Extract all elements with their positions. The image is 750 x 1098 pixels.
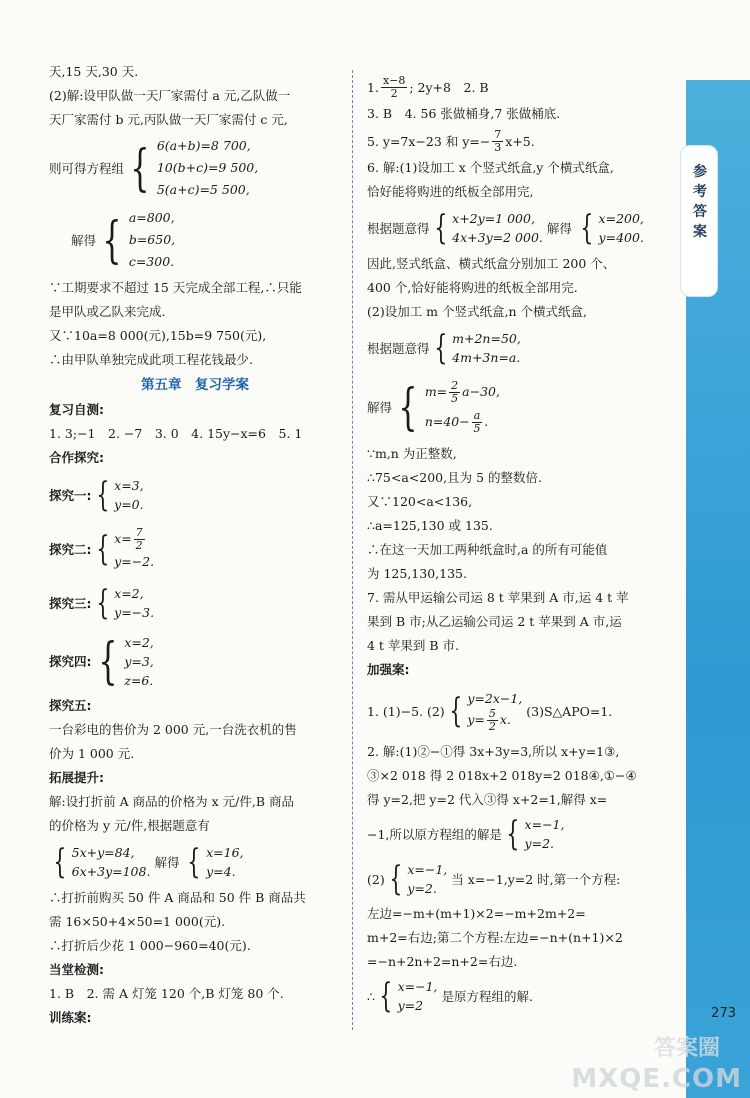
numerator: 7	[135, 526, 143, 539]
equation: y=2x−1,	[467, 691, 523, 706]
strong-1: 1. (1)−5. (2) { y=2x−1, y= $\frac{5}{2}$ x. (3)S△APO=1.	[367, 691, 613, 733]
equation: y=−2.	[114, 554, 155, 569]
equation: x=	[114, 531, 132, 546]
equation: 6(a+b)=8 700,	[156, 138, 251, 153]
equation: y=2	[397, 998, 424, 1013]
section-label: 加强案:	[367, 662, 410, 677]
section-label: 当堂检测:	[49, 962, 104, 977]
text-line: ∴打折后少花 1 000−960=40(元).	[49, 938, 251, 953]
text-line: 2. 解:(1)②−①得 3x+3y=3,所以 x+y=1③,	[367, 744, 620, 759]
text-line: ∴打折前购买 50 件 A 商品和 50 件 B 商品共	[49, 890, 306, 905]
numerator: 5	[488, 707, 496, 720]
text-line: 价为 1 000 元.	[49, 746, 135, 761]
equation: y=400.	[598, 230, 644, 245]
text-line: 解:设打折前 A 商品的价格为 x 元/件,B 商品	[49, 794, 295, 809]
text-line: 1. B 2. 需 A 灯笼 120 个,B 灯笼 80 个.	[49, 986, 284, 1001]
equation: x=−1,	[524, 817, 565, 832]
equation: x.	[499, 712, 511, 727]
label: 解得	[367, 400, 393, 415]
equation: x=−1,	[407, 862, 448, 877]
text-line: 因此,竖式纸盒、横式纸盒分别加工 200 个、	[367, 256, 616, 271]
text-line: ③×2 018 得 2 018x+2 018y=2 018④,①−④	[367, 768, 637, 783]
answer-6-2-solution: 解得 { m= $\frac{2}{5}$ a−30, n=40− $\frac{a}{5}$ .	[367, 378, 500, 436]
text-line: ∴75<a<200,且为 5 的整数倍.	[367, 470, 542, 485]
answer-5	[367, 126, 667, 156]
text: ; 2y+8 2. B	[409, 80, 489, 95]
equation: x=2,	[124, 634, 154, 650]
equation: 4x+3y=2 000.	[452, 230, 543, 245]
equation: m=	[424, 384, 448, 399]
equation: n=40−	[424, 414, 470, 429]
numerator: x−8	[382, 73, 406, 87]
numerator: a	[473, 409, 481, 422]
equation: y=	[467, 712, 485, 727]
section-label: 合作探究:	[49, 450, 104, 465]
equation: x=200,	[598, 211, 644, 226]
answer-6-system: 根据题意得 { x+2y=1 000, 4x+3y=2 000. 解得 { x=200, y=400.	[367, 208, 644, 248]
text-line: 果到 B 市;从乙运输公司运 2 t 苹果到 A 市,运	[367, 614, 622, 629]
section-label: 拓展提升:	[49, 770, 104, 785]
denominator: 2	[390, 86, 398, 100]
equation: 5x+y=84,	[71, 845, 135, 860]
equation: x=−1,	[397, 979, 438, 994]
text-line: 又∵10a=8 000(元),15b=9 750(元),	[49, 328, 267, 343]
denominator: 2	[135, 539, 143, 552]
label: 探究三:	[49, 596, 92, 611]
text-line: ∵m,n 为正整数,	[367, 446, 457, 461]
label: 1. (1)−5. (2)	[367, 703, 445, 719]
text: x+5.	[505, 133, 535, 149]
equation: m+2n=50,	[452, 331, 521, 346]
text-line: 天厂家需付 b 元,丙队做一天厂家需付 c 元,	[49, 112, 288, 127]
text-line: 得 y=2,把 y=2 代入③得 x+2=1,解得 x=	[367, 792, 608, 807]
equation: y=−3.	[114, 605, 155, 620]
text-line: 6. 解:(1)设加工 x 个竖式纸盒,y 个横式纸盒,	[367, 160, 614, 175]
text-line: 又∵120<a<136,	[367, 494, 473, 509]
text-line: 是甲队或乙队来完成.	[49, 304, 166, 319]
label: 解得	[71, 233, 97, 248]
watermark: MXQE.COM	[571, 1064, 742, 1094]
equation: y=2.	[524, 836, 555, 851]
text-line: 天,15 天,30 天.	[49, 64, 139, 79]
text-line: 左边=−m+(m+1)×2=−m+2m+2=	[367, 906, 586, 921]
answer-1-2	[367, 72, 667, 102]
answer-6-2-system: 根据题意得 { m+2n=50, 4m+3n=a.	[367, 328, 521, 368]
explore-4: 探究四: { x=2, y=3, z=6.	[49, 632, 154, 690]
section-label: 训练案:	[49, 1010, 92, 1025]
text-line: 的价格为 y 元/件,根据题意有	[49, 818, 210, 833]
text-line: ∴在这一天加工两种纸盒时,a 的所有可能值	[367, 542, 608, 557]
equation: 10(b+c)=9 500,	[156, 160, 259, 175]
text-line: ∵工期要求不超过 15 天完成全部工程,∴只能	[49, 280, 302, 295]
strong-2-conclusion: ∴ { x=−1, y=2 是原方程组的解.	[367, 976, 534, 1016]
label: 解得	[154, 855, 180, 870]
label: 则可得方程组	[49, 161, 125, 176]
equation: x=2,	[114, 586, 144, 601]
left-column	[49, 60, 341, 1030]
section-label: 探究五:	[49, 698, 92, 713]
numerator: 7	[494, 127, 502, 141]
equation: 6x+3y=108.	[71, 864, 151, 879]
label: 解得	[546, 221, 572, 236]
label: 根据题意得	[367, 221, 430, 236]
text: 当 x=−1,y=2 时,第一个方程:	[451, 872, 621, 887]
explore-1: 探究一: { x=3, y=0.	[49, 475, 144, 515]
equation: 4m+3n=a.	[452, 350, 521, 365]
section-label: 复习自测:	[49, 402, 104, 417]
text-line: 为 125,130,135.	[367, 566, 467, 581]
text-line: (2)解:设甲队做一天厂家需付 a 元,乙队做一	[49, 88, 291, 103]
text-line: ∴由甲队单独完成此项工程花钱最少.	[49, 352, 253, 367]
equation: x+2y=1 000,	[452, 211, 535, 226]
label: 探究四:	[49, 654, 92, 669]
text-line: 恰好能将购进的纸板全部用完,	[367, 184, 534, 199]
strong-2-solution: −1,所以原方程组的解是 { x=−1, y=2.	[367, 814, 565, 854]
equation: a=800,	[128, 210, 175, 225]
text-line: 400 个,恰好能将购进的纸板全部用完.	[367, 280, 578, 295]
denominator: 3	[494, 140, 502, 154]
solution-system: 解得 { a=800, b=650, c=300.	[49, 204, 341, 276]
text-line: 3. B 4. 56 张做桶身,7 张做桶底.	[367, 106, 561, 121]
denominator: 5	[473, 422, 481, 435]
text: 是原方程组的解.	[441, 989, 534, 1004]
equation: .	[484, 414, 489, 429]
text: −1,所以原方程组的解是	[367, 827, 502, 842]
page-number: 273	[711, 1006, 736, 1021]
equation: 5(a+c)=5 500,	[156, 182, 250, 197]
text-line: 一台彩电的售价为 2 000 元,一台洗衣机的售	[49, 722, 297, 737]
text-line: 7. 需从甲运输公司运 8 t 苹果到 A 市,运 4 t 苹	[367, 590, 629, 605]
label: ∴	[367, 988, 375, 1004]
side-tab-label: 参考答案	[693, 164, 707, 240]
label: 1.	[367, 79, 379, 95]
text-line: =−n+2n+2=n+2=右边.	[367, 954, 518, 969]
equation: y=2.	[407, 881, 437, 896]
label: 探究一:	[49, 488, 92, 503]
denominator: 5	[451, 392, 459, 405]
equation: x=3,	[114, 478, 144, 493]
label: 根据题意得	[367, 341, 430, 356]
text-line: m+2=右边;第二个方程:左边=−n+(n+1)×2	[367, 930, 623, 945]
explore-2: 探究二: { x= $\frac{7}{2}$ y=−2.	[49, 526, 155, 569]
text-line: 4 t 苹果到 B 市.	[367, 638, 460, 653]
text-line: ∴a=125,130 或 135.	[367, 518, 493, 533]
equation: x=16,	[206, 845, 244, 860]
text-line: 需 16×50+4×50=1 000(元).	[49, 914, 226, 929]
right-column	[367, 72, 667, 1018]
watermark-logo: 答案圈	[653, 1036, 720, 1061]
text: 5. y=7x−23 和 y=−	[367, 134, 491, 149]
text-line: (2)设加工 m 个竖式纸盒,n 个横式纸盒,	[367, 304, 587, 319]
column-divider	[352, 70, 353, 1030]
explore-3: 探究三: { x=2, y=−3.	[49, 583, 155, 623]
label: 探究二:	[49, 542, 92, 557]
strong-2-verify: (2) { x=−1, y=2. 当 x=−1,y=2 时,第一个方程:	[367, 859, 621, 899]
equation: a−30,	[462, 384, 500, 399]
equation: z=6.	[124, 672, 154, 688]
equation: y=0.	[114, 497, 144, 512]
equation: y=3,	[124, 653, 154, 669]
text: (3)S△APO=1.	[526, 703, 613, 719]
equation: c=300.	[128, 254, 175, 269]
extension-system: { 5x+y=84, 6x+3y=108. 解得 { x=16, y=4.	[53, 842, 244, 882]
equation: b=650,	[128, 232, 176, 247]
denominator: 2	[488, 720, 496, 733]
chapter-title: 第五章 复习学案	[141, 377, 249, 393]
equation: y=4.	[206, 864, 236, 879]
text-line: 1. 3;−1 2. −7 3. 0 4. 15y−x=6 5. 1	[49, 426, 303, 441]
equation-system: 则可得方程组 { 6(a+b)=8 700, 10(b+c)=9 500, 5(a+c)=5 500,	[49, 132, 341, 204]
label: (2)	[367, 871, 385, 887]
numerator: 2	[451, 379, 459, 392]
